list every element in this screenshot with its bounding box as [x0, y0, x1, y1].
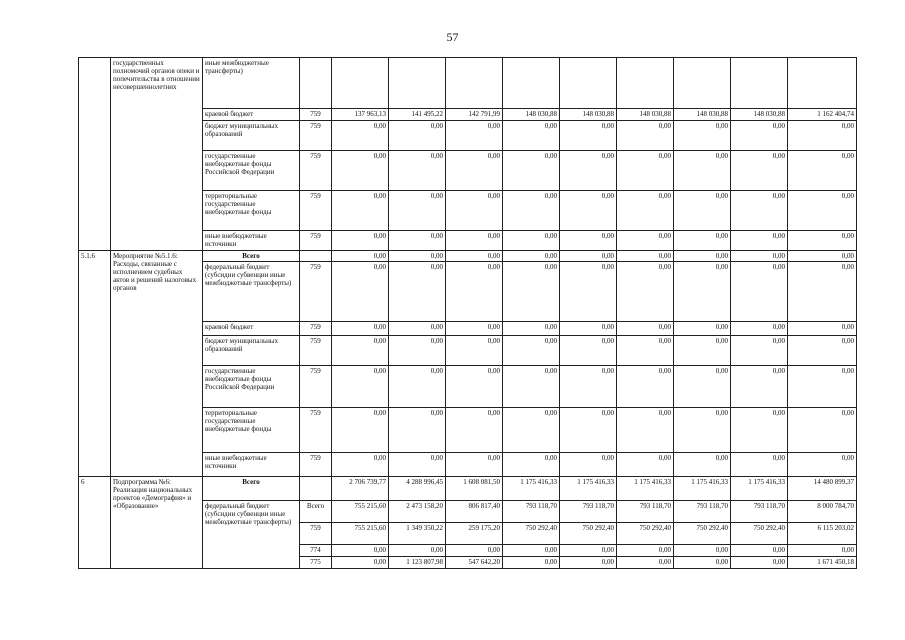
table-cell: 0,00	[332, 231, 389, 251]
table-cell: Всего	[203, 251, 300, 262]
table-cell: 750 292,40	[674, 523, 731, 545]
table-cell: 2 473 158,20	[389, 501, 446, 523]
table-cell: 793 118,70	[674, 501, 731, 523]
table-cell: 0,00	[332, 336, 389, 366]
table-cell: 0,00	[446, 151, 503, 191]
table-cell: 1 162 404,74	[788, 109, 857, 121]
table-cell: Всего	[300, 501, 332, 523]
table-cell	[617, 58, 674, 109]
table-cell: 759	[300, 151, 332, 191]
table-cell: 0,00	[788, 408, 857, 453]
table-cell: 0,00	[560, 366, 617, 408]
table-cell: 0,00	[788, 191, 857, 231]
table-cell: 759	[300, 262, 332, 322]
table-cell: 0,00	[332, 366, 389, 408]
table-cell: 775	[300, 557, 332, 569]
table-cell: Подпрограмма №6: Реализация национальных проектов «Демография» и «Образование»	[111, 477, 203, 569]
table-cell: 0,00	[617, 262, 674, 322]
table-cell: 8 000 784,70	[788, 501, 857, 523]
table-cell	[300, 477, 332, 501]
table-cell: 759	[300, 191, 332, 231]
table-cell: 2 706 739,77	[332, 477, 389, 501]
table-cell: 0,00	[674, 251, 731, 262]
table-cell: 0,00	[503, 121, 560, 151]
table-cell: 5.1.6	[79, 251, 111, 477]
table-cell: 1 608 081,50	[446, 477, 503, 501]
table-cell: 0,00	[446, 262, 503, 322]
table-cell: 0,00	[731, 121, 788, 151]
table-cell: 0,00	[674, 453, 731, 477]
table-cell: 0,00	[674, 545, 731, 557]
table-cell: 0,00	[560, 408, 617, 453]
table-cell: 0,00	[731, 545, 788, 557]
table-cell: 793 118,70	[503, 501, 560, 523]
table-cell: 755 215,60	[332, 523, 389, 545]
table-cell: 0,00	[617, 366, 674, 408]
table-cell: 0,00	[731, 336, 788, 366]
table-cell: 1 123 807,98	[389, 557, 446, 569]
table-cell: 259 175,20	[446, 523, 503, 545]
table-cell: 0,00	[731, 408, 788, 453]
table-cell: 0,00	[503, 408, 560, 453]
table-cell: 0,00	[788, 545, 857, 557]
table-cell: 0,00	[446, 453, 503, 477]
table-cell: 759	[300, 336, 332, 366]
table-cell: федеральный бюджет (субсидии субвенции иные межбюджетные трансферты)	[203, 262, 300, 322]
table-cell: 0,00	[389, 251, 446, 262]
table-cell: 0,00	[731, 251, 788, 262]
table-cell: 148 030,88	[560, 109, 617, 121]
table-cell: 0,00	[617, 557, 674, 569]
table-cell: 0,00	[503, 231, 560, 251]
table-cell: 0,00	[446, 336, 503, 366]
table-cell: иные межбюджетные трансферты)	[203, 58, 300, 109]
table-cell: краевой бюджет	[203, 109, 300, 121]
table-cell: 793 118,70	[617, 501, 674, 523]
table-cell: 793 118,70	[560, 501, 617, 523]
table-cell: иные внебюджетные источники	[203, 231, 300, 251]
table-cell: государственные внебюджетные фонды Российской Федерации	[203, 366, 300, 408]
table-cell: Мероприятие №5.1.6: Расходы, связанные с исполнением судебных актов и решений налоговых органов	[111, 251, 203, 477]
table-cell: 0,00	[332, 322, 389, 336]
table-cell: 0,00	[332, 545, 389, 557]
table-cell: 0,00	[788, 262, 857, 322]
table-cell: 0,00	[446, 322, 503, 336]
table-cell: 759	[300, 408, 332, 453]
table-cell: 0,00	[788, 322, 857, 336]
table-cell: 0,00	[617, 545, 674, 557]
table-cell: бюджет муниципальных образований	[203, 336, 300, 366]
table-cell: 0,00	[731, 557, 788, 569]
table-cell: 759	[300, 121, 332, 151]
table-cell: 759	[300, 322, 332, 336]
table-cell: 0,00	[503, 262, 560, 322]
table-cell: 1 671 450,18	[788, 557, 857, 569]
table-cell: 0,00	[332, 191, 389, 231]
table-cell: 6	[79, 477, 111, 569]
table-cell: 0,00	[731, 322, 788, 336]
table-cell: 0,00	[446, 366, 503, 408]
table-cell	[674, 58, 731, 109]
table-cell: 0,00	[389, 121, 446, 151]
table-cell: федеральный бюджет (субсидии субвенции иные межбюджетные трансферты)	[203, 501, 300, 569]
table-cell: 0,00	[674, 151, 731, 191]
table-cell: 0,00	[788, 151, 857, 191]
table-cell: 0,00	[788, 231, 857, 251]
table-cell: 0,00	[560, 322, 617, 336]
table-cell	[300, 251, 332, 262]
table-cell	[503, 58, 560, 109]
table-cell: 774	[300, 545, 332, 557]
table-cell: 759	[300, 523, 332, 545]
table-cell: 0,00	[332, 453, 389, 477]
table-cell: 0,00	[560, 231, 617, 251]
budget-table	[78, 57, 857, 569]
table-cell: 1 175 416,33	[560, 477, 617, 501]
table-cell: 0,00	[503, 191, 560, 231]
table-cell: 0,00	[731, 262, 788, 322]
table-row	[79, 251, 857, 262]
table-cell: 750 292,40	[731, 523, 788, 545]
table-cell: 1 175 416,33	[617, 477, 674, 501]
table-cell: 148 030,88	[674, 109, 731, 121]
table-cell: 0,00	[617, 151, 674, 191]
table-cell: 0,00	[446, 121, 503, 151]
table-cell: 0,00	[674, 408, 731, 453]
table-cell: 0,00	[617, 251, 674, 262]
table-cell: 759	[300, 231, 332, 251]
table-cell: 1 175 416,33	[731, 477, 788, 501]
page-number: 57	[446, 30, 459, 44]
table-row	[79, 58, 857, 109]
table-cell: 4 288 996,45	[389, 477, 446, 501]
table-cell: 148 030,88	[617, 109, 674, 121]
table-body	[79, 58, 857, 569]
table-cell: иные внебюджетные источники	[203, 453, 300, 477]
table-cell: 0,00	[560, 453, 617, 477]
table-cell: 0,00	[788, 336, 857, 366]
table-cell: 0,00	[617, 231, 674, 251]
table-cell: 0,00	[560, 191, 617, 231]
table-cell: 0,00	[503, 545, 560, 557]
table-cell: 0,00	[674, 322, 731, 336]
table-cell: 759	[300, 366, 332, 408]
table-cell: 0,00	[617, 121, 674, 151]
table-cell: 0,00	[731, 453, 788, 477]
table-cell: 750 292,40	[503, 523, 560, 545]
table-cell: 0,00	[617, 322, 674, 336]
table-cell: 0,00	[560, 251, 617, 262]
table-cell: 0,00	[617, 408, 674, 453]
table-cell: 0,00	[389, 545, 446, 557]
table-cell: 6 115 203,02	[788, 523, 857, 545]
table-cell: 0,00	[731, 191, 788, 231]
table-cell: 0,00	[389, 322, 446, 336]
table-cell: 0,00	[560, 121, 617, 151]
table-cell: 750 292,40	[560, 523, 617, 545]
table-cell: 142 791,99	[446, 109, 503, 121]
table-cell: 0,00	[446, 408, 503, 453]
table-cell: 0,00	[389, 191, 446, 231]
table-cell: 0,00	[674, 366, 731, 408]
table-cell: 14 480 899,37	[788, 477, 857, 501]
table-cell	[79, 58, 111, 251]
table-cell: 0,00	[503, 322, 560, 336]
table-cell: 0,00	[332, 262, 389, 322]
table-cell	[560, 58, 617, 109]
table-cell: 0,00	[332, 408, 389, 453]
table-cell: 0,00	[731, 231, 788, 251]
table-cell: 0,00	[617, 191, 674, 231]
table-cell	[731, 58, 788, 109]
table-cell: 0,00	[389, 408, 446, 453]
table-cell: 0,00	[788, 453, 857, 477]
table-cell: 0,00	[332, 151, 389, 191]
table-cell: 759	[300, 453, 332, 477]
table-cell: 0,00	[674, 121, 731, 151]
table-cell: 0,00	[332, 557, 389, 569]
table-cell: 0,00	[788, 121, 857, 151]
table-cell: 759	[300, 109, 332, 121]
table-cell: бюджет муниципальных образований	[203, 121, 300, 151]
table-cell: 0,00	[788, 251, 857, 262]
table-cell: территориальные государственные внебюджетные фонды	[203, 408, 300, 453]
table-cell: 0,00	[674, 262, 731, 322]
table-cell: 137 963,13	[332, 109, 389, 121]
table-cell	[446, 58, 503, 109]
table-cell: 0,00	[332, 121, 389, 151]
table-cell: 0,00	[503, 251, 560, 262]
table-row	[79, 477, 857, 501]
table-cell: Всего	[203, 477, 300, 501]
table-cell: 0,00	[731, 151, 788, 191]
table-cell: 0,00	[446, 251, 503, 262]
table-cell: государственные внебюджетные фонды Российской Федерации	[203, 151, 300, 191]
table-cell: 547 642,20	[446, 557, 503, 569]
table-cell: 806 817,40	[446, 501, 503, 523]
table-cell: 0,00	[617, 336, 674, 366]
table-cell: 0,00	[560, 151, 617, 191]
table-cell: 0,00	[731, 366, 788, 408]
table-cell	[300, 58, 332, 109]
table-cell: 0,00	[560, 557, 617, 569]
table-cell: 0,00	[503, 151, 560, 191]
table-cell: 0,00	[389, 453, 446, 477]
table-cell	[389, 58, 446, 109]
table-cell: 0,00	[446, 231, 503, 251]
table-cell: 0,00	[617, 453, 674, 477]
table-cell: 0,00	[446, 545, 503, 557]
table-cell: 0,00	[503, 336, 560, 366]
table-cell: 0,00	[503, 557, 560, 569]
table-cell: 0,00	[389, 262, 446, 322]
table-cell: 0,00	[389, 336, 446, 366]
table-cell: территориальные государственные внебюджетные фонды	[203, 191, 300, 231]
table-cell: 0,00	[389, 366, 446, 408]
table-cell: 0,00	[503, 453, 560, 477]
table-cell: 0,00	[674, 557, 731, 569]
table-cell: 750 292,40	[617, 523, 674, 545]
table-cell	[332, 58, 389, 109]
table-cell: государственных полномочий органов опеки и попечительства в отношении несовершеннолетних	[111, 58, 203, 251]
table-cell: 1 349 350,22	[389, 523, 446, 545]
table-cell: 0,00	[503, 366, 560, 408]
table-cell: 755 215,60	[332, 501, 389, 523]
table-cell: краевой бюджет	[203, 322, 300, 336]
table-cell: 0,00	[332, 251, 389, 262]
table-cell: 1 175 416,33	[503, 477, 560, 501]
table-cell: 141 495,22	[389, 109, 446, 121]
table-cell: 0,00	[674, 231, 731, 251]
table-cell: 1 175 416,33	[674, 477, 731, 501]
table-cell: 0,00	[560, 336, 617, 366]
table-cell: 148 030,88	[731, 109, 788, 121]
table-cell	[788, 58, 857, 109]
table-cell: 0,00	[674, 336, 731, 366]
table-cell: 0,00	[446, 191, 503, 231]
table-cell: 0,00	[389, 231, 446, 251]
table-cell: 0,00	[674, 191, 731, 231]
table-cell: 0,00	[560, 545, 617, 557]
table-cell: 148 030,88	[503, 109, 560, 121]
table-cell: 793 118,70	[731, 501, 788, 523]
table-cell: 0,00	[788, 366, 857, 408]
table-cell: 0,00	[560, 262, 617, 322]
table-cell: 0,00	[389, 151, 446, 191]
